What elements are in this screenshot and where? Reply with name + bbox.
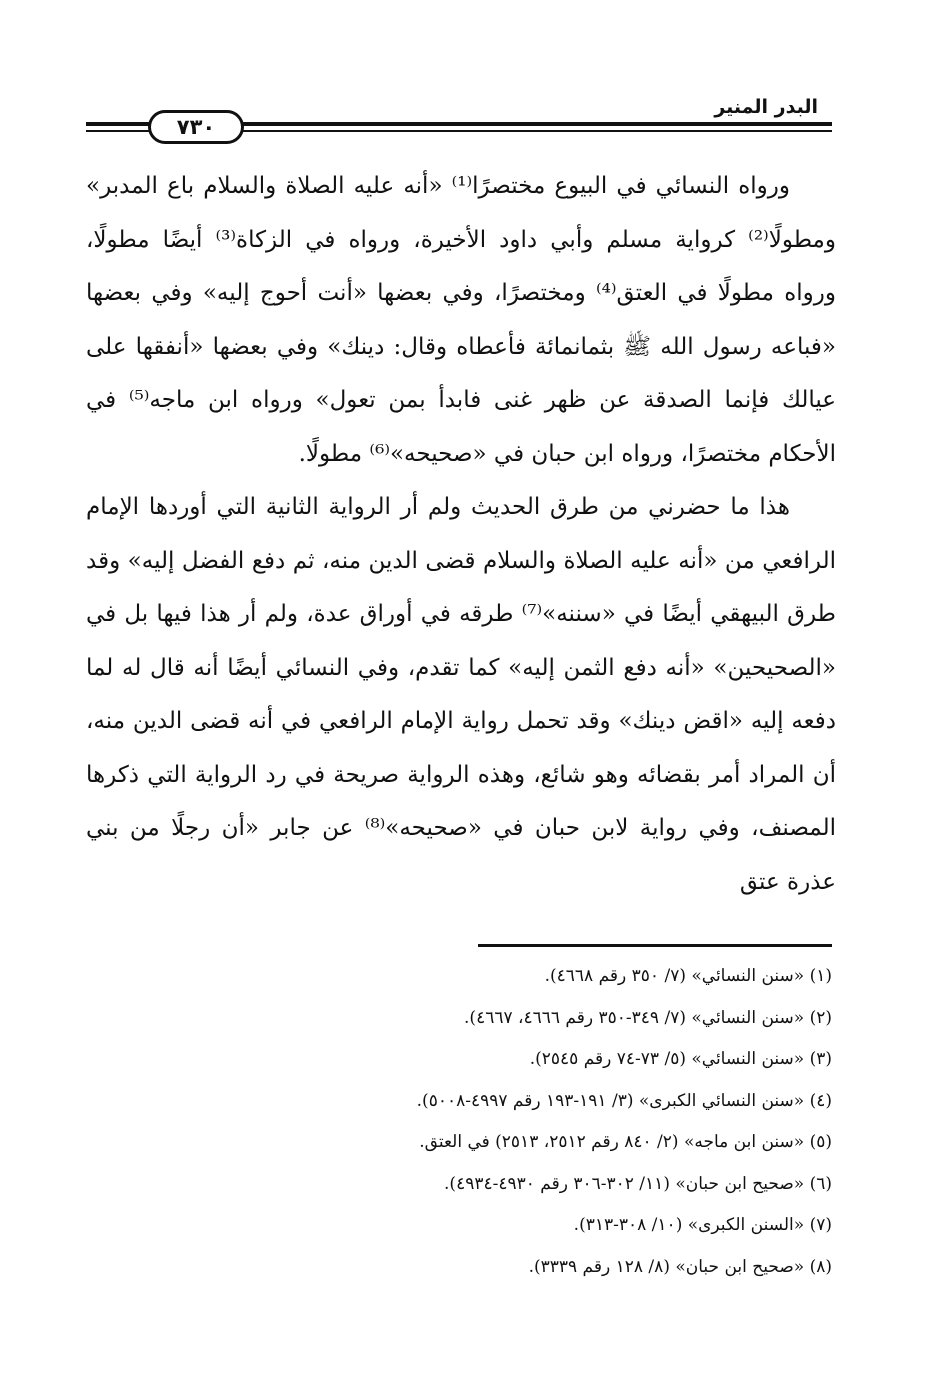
paragraph: ورواه النسائي في البيوع مختصرًا⁽¹⁾ «أنه عليه الصلاة والسلام باع المدبر» ومطولًا⁽²⁾ كرواية مسلم وأبي داود الأخيرة، ورواه في الزكاة⁽³⁾ أيضًا مطولًا، ورواه مطولًا في العتق⁽⁴⁾ ومختصرًا، وفي بعضها «أنت أحوج إليه» وفي بعضها «فباعه رسول الله ﷺ بثمانمائة فأعطاه وقال: دينك» وفي بعضها «أنفقها على عيالك فإنما الصدقة عن ظهر غنى فابدأ بمن تعول» ورواه ابن ماجه⁽⁵⁾ في الأحكام مختصرًا، ورواه ابن حبان في «صحيحه»⁽⁶⁾ مطولًا. [86, 173, 837, 467]
footnotes-list [86, 956, 832, 1288]
footnote-item: (٨) «صحيح ابن حبان» (٨/ ١٢٨ رقم ٣٣٣٩). [528, 1256, 832, 1277]
running-title: البدر المنير [714, 96, 818, 118]
footnote-item: (٧) «السنن الكبرى» (١٠/ ٣٠٨-٣١٣). [573, 1215, 832, 1235]
page-number: ٧٣٠ [176, 115, 216, 139]
paragraph: هذا ما حضرني من طرق الحديث ولم أر الرواية الثانية التي أوردها الإمام الرافعي من «أنه عليه الصلاة والسلام قضى الدين منه، ثم دفع الفضل إليه» وقد طرق البيهقي أيضًا في «سننه»⁽⁷⁾ طرقه في أوراق عدة، ولم أر هذا فيها بل في «الصحيحين» «أنه دفع الثمن إليه» كما تقدم، وفي النسائي أيضًا أنه قال له لما دفعه إليه «اقض دينك» وقد تحمل رواية الإمام الرافعي في أنه قضى الدين منه، أن المراد أمر بقضائه وهو شائع، وهذه الرواية صريحة في رد الرواية التي ذكرها المصنف، وفي رواية لابن حبان في «صحيحه»⁽⁸⁾ عن جابر «أن رجلًا من بني عذرة عتق [86, 494, 836, 895]
footnote-item: (١) «سنن النسائي» (٧/ ٣٥٠ رقم ٤٦٦٨). [544, 966, 832, 986]
footnote-separator [478, 944, 832, 947]
footnote-item: (٤) «سنن النسائي الكبرى» (٣/ ١٩١-١٩٣ رقم ٤٩٩٧-٥٠٠٨). [416, 1090, 832, 1111]
footnote-item: (٢) «سنن النسائي» (٧/ ٣٤٩-٣٥٠ رقم ٤٦٦٦، ٤٦٦٧). [464, 1007, 832, 1028]
footnote-item: (٥) «سنن ابن ماجه» (٢/ ٨٤٠ رقم ٢٥١٢، ٢٥١٣) في العتق. [419, 1132, 832, 1152]
footnote-item: (٣) «سنن النسائي» (٥/ ٧٣-٧٤ رقم ٢٥٤٥). [529, 1049, 832, 1069]
page-header [86, 92, 832, 152]
page-number-badge [148, 110, 244, 144]
footnote-item: (٦) «صحيح ابن حبان» (١١/ ٣٠٢-٣٠٦ رقم ٤٩٣٠-٤٩٣٤). [444, 1173, 832, 1194]
main-text [86, 160, 836, 909]
